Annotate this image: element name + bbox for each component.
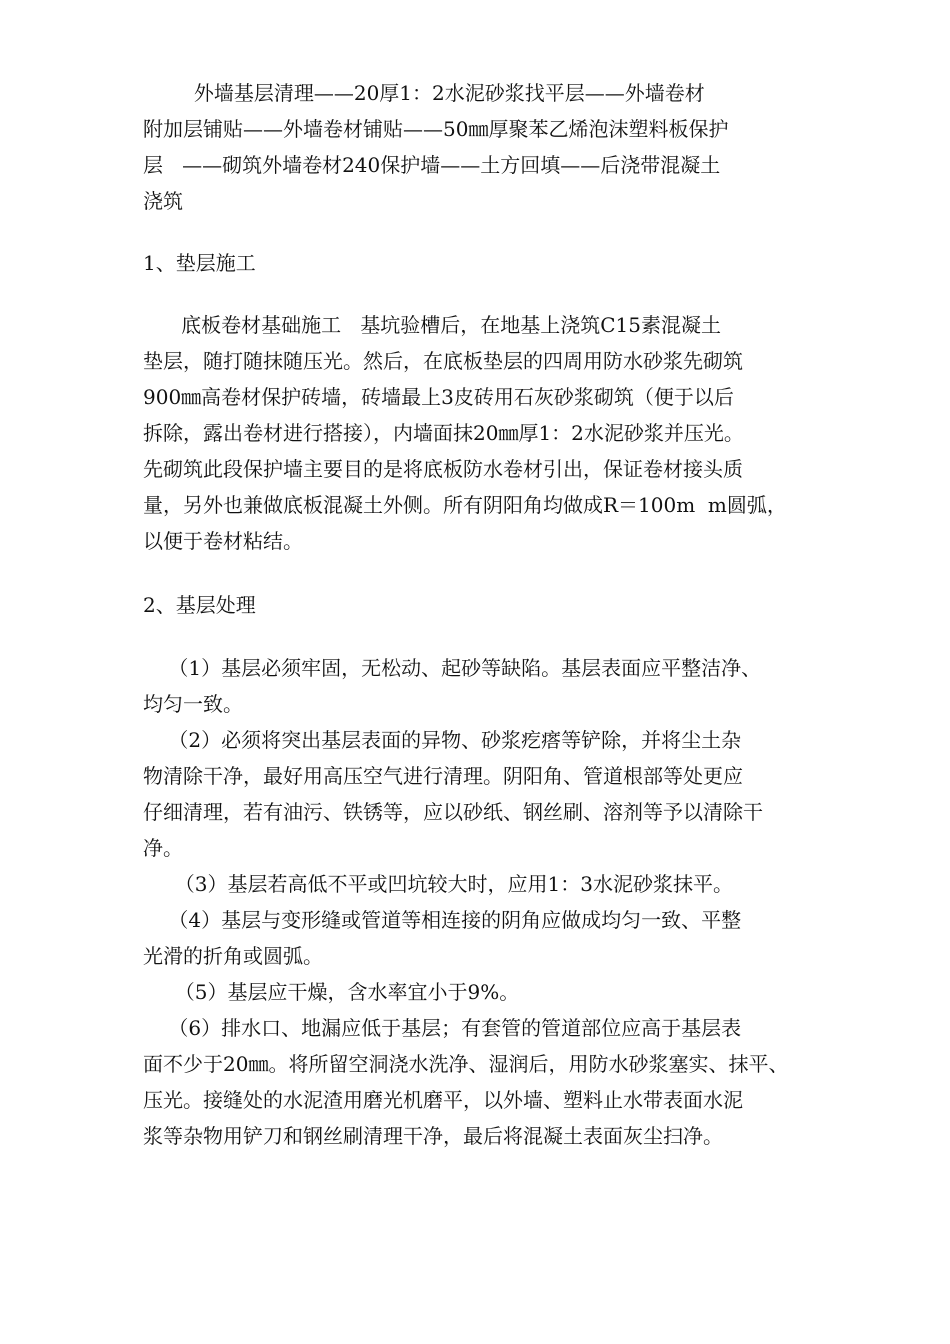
section-1-line: 先砌筑此段保护墙主要目的是将底板防水卷材引出，保证卷材接头质 — [143, 457, 743, 481]
section-1-line: 900㎜高卷材保护砖墙，砖墙最上3皮砖用石灰砂浆砌筑（便于以后 — [143, 385, 734, 409]
section-2-line: （6）排水口、地漏应低于基层；有套管的管道部位应高于基层表 — [143, 1016, 742, 1040]
section-2-line: （2）必须将突出基层表面的异物、砂浆疙瘩等铲除，并将尘土杂 — [143, 728, 742, 752]
section-1-line: 垫层，随打随抹随压光。然后，在底板垫层的四周用防水砂浆先砌筑 — [143, 349, 743, 373]
section-1-line: 拆除，露出卷材进行搭接），内墙面抹20㎜厚1：2水泥砂浆并压光。 — [143, 421, 744, 445]
section-2-line: 压光。接缝处的水泥渣用磨光机磨平，以外墙、塑料止水带表面水泥 — [143, 1088, 743, 1112]
section-1-paragraph — [143, 307, 823, 559]
section-2-line: 物清除干净，最好用高压空气进行清理。阴阳角、管道根部等处更应 — [143, 764, 743, 788]
intro-paragraph — [143, 75, 823, 219]
section-2-line: 净。 — [143, 836, 183, 860]
section-2-line: （3）基层若高低不平或凹坑较大时，应用1：3水泥砂浆抹平。 — [143, 872, 733, 896]
section-2-line: （5）基层应干燥，含水率宜小于9%。 — [143, 980, 520, 1004]
section-2-line: （1）基层必须牢固，无松动、起砂等缺陷。基层表面应平整洁净、 — [143, 656, 762, 680]
section-2-line: 均匀一致。 — [143, 692, 243, 716]
intro-line: 浇筑 — [143, 189, 183, 213]
intro-line: 层 ——砌筑外墙卷材240保护墙——土方回填——后浇带混凝土 — [143, 153, 721, 177]
section-2-line: 面不少于20㎜。将所留空洞浇水洗净、湿润后，用防水砂浆塞实、抹平、 — [143, 1052, 789, 1076]
section-2-line: 仔细清理，若有油污、铁锈等，应以砂纸、钢丝刷、溶剂等予以清除干 — [143, 800, 763, 824]
section-2-paragraph — [143, 650, 823, 1154]
section-1-line: 量，另外也兼做底板混凝土外侧。所有阴阳角均做成R＝100m m圆弧， — [143, 493, 787, 517]
section-2-line: （4）基层与变形缝或管道等相连接的阴角应做成均匀一致、平整 — [143, 908, 742, 932]
section-2-line: 浆等杂物用铲刀和钢丝刷清理干净，最后将混凝土表面灰尘扫净。 — [143, 1124, 723, 1148]
section-2-line: 光滑的折角或圆弧。 — [143, 944, 323, 968]
section-1-line: 底板卷材基础施工 基坑验槽后，在地基上浇筑C15素混凝土 — [143, 313, 721, 337]
section-1-heading: 1、垫层施工 — [143, 251, 256, 275]
intro-line: 外墙基层清理——20厚1：2水泥砂浆找平层——外墙卷材 — [143, 81, 705, 105]
intro-line: 附加层铺贴——外墙卷材铺贴——50㎜厚聚苯乙烯泡沫塑料板保护 — [143, 117, 729, 141]
section-1-line: 以便于卷材粘结。 — [143, 529, 303, 553]
section-2-heading: 2、基层处理 — [143, 593, 256, 617]
